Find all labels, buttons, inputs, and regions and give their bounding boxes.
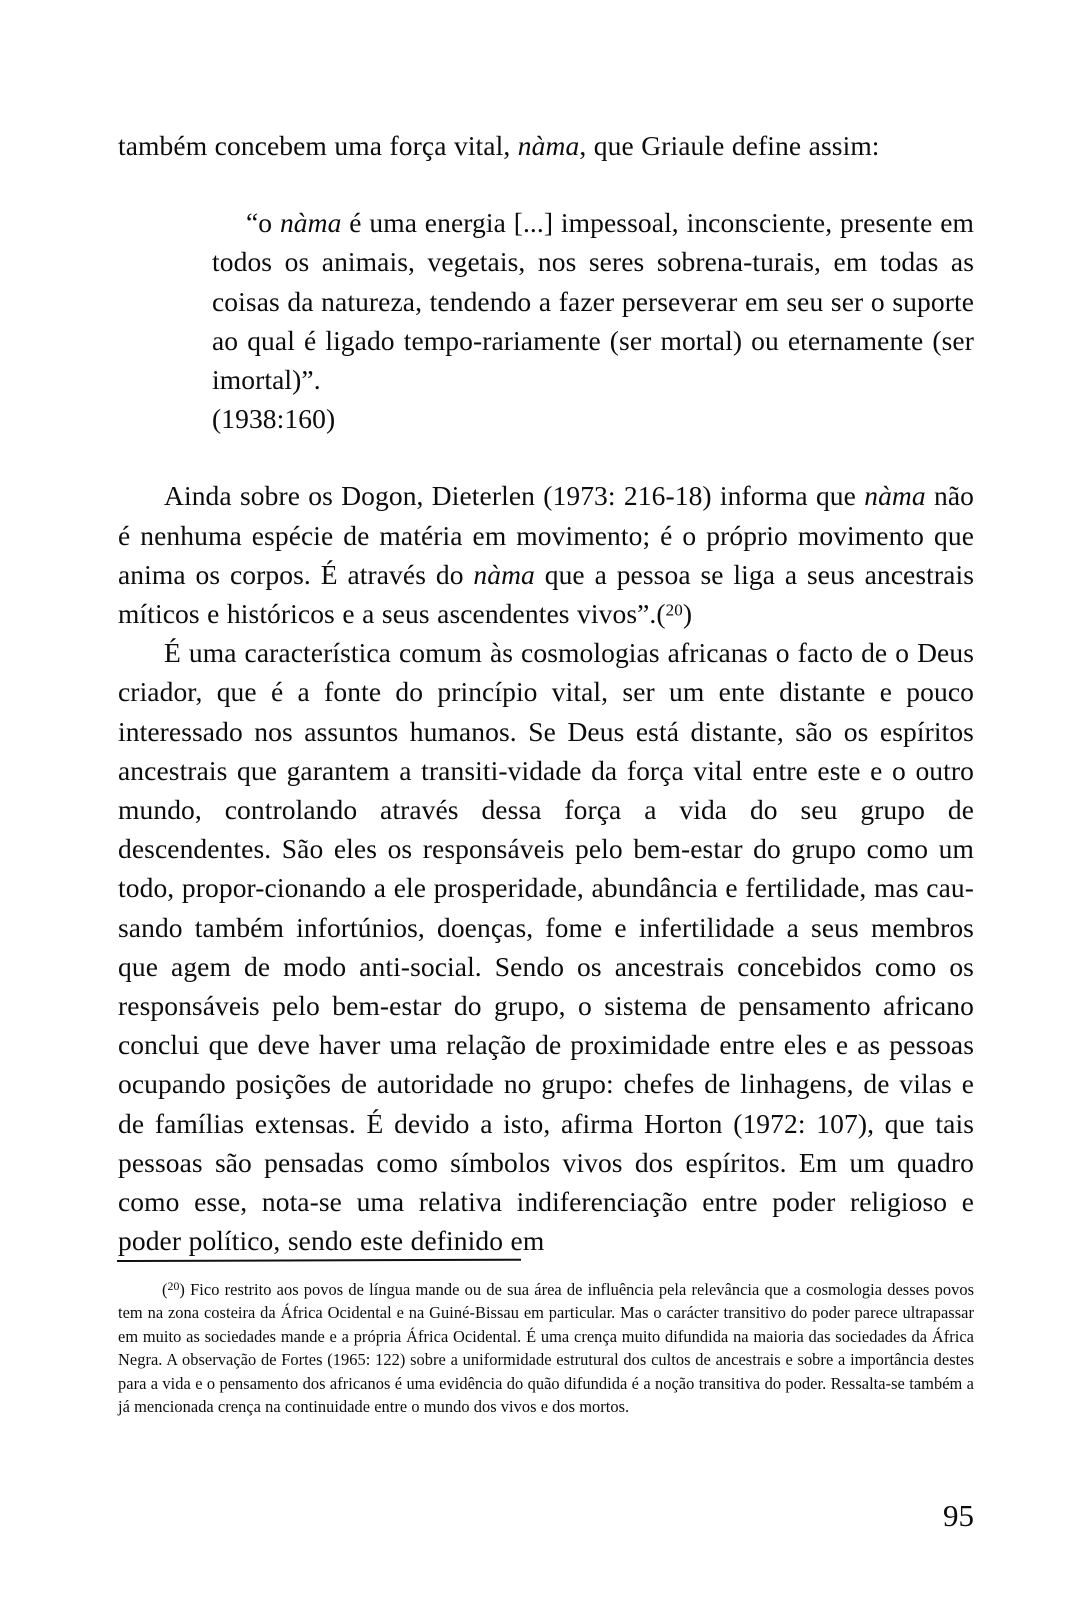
footnote-marker-number: 20: [167, 1279, 180, 1294]
block-quote-griaule: [212, 203, 974, 438]
footnote-text: Fico restrito aos povos de língua mande ou de sua área de influência pela relevância que a cosmologia desses povos tem na zona costeira da África Ocidental e na Guiné-Bissau em particular. Mas o carácter transitivo do poder parece ultrapassar em muito as sociedades mande e a própria África Ocidental. É uma crença muito difundida na maioria das sociedades da África Negra. A observação de Fortes (1965: 122) sobre a uniformidade estrutural dos cultos de ancestrais e sobre a importância destes para a vida e o pensamento dos africanos é uma evidência do quão difundida é a noção transitiva do poder. Ressalta-se também a já mencionada crença na continuidade entre o mundo dos vivos e dos mortos.: [118, 1280, 974, 1417]
block-quote-open: “o: [246, 207, 280, 239]
paragraph-dieterlen: [118, 476, 974, 633]
footnote-20: [118, 1278, 974, 1418]
italic-term-nama-3: nàma: [473, 558, 535, 590]
footnote-marker-open: (: [162, 1280, 168, 1299]
paragraph-dieterlen-part-2: não é nenhuma espécie de matéria em movimento; é o próprio movimento que anima os corpos. É através do: [118, 480, 974, 590]
footnote-separator-rule: [117, 1259, 521, 1262]
paragraph-dieterlen-part-4: ): [682, 598, 693, 630]
paragraph-intro: [118, 126, 974, 165]
paragraph-intro-part-2: , que Griaule define assim:: [579, 130, 880, 161]
block-quote-citation: (1938:160): [212, 403, 336, 435]
footnote-marker-close: ): [179, 1280, 191, 1299]
paragraph-dieterlen-part-3: que a pessoa se liga a seus ancestrais míticos e históricos e a seus ascendentes vivos”.(: [118, 558, 974, 630]
paragraph-dieterlen-part-1: Ainda sobre os Dogon, Dieterlen (1973: 216-18) informa que: [164, 480, 865, 512]
italic-term-nama: nàma: [517, 130, 580, 161]
page-number: 95: [943, 1498, 974, 1533]
paragraph-cosmologies: É uma característica comum às cosmologias africanas o facto de o Deus criador, que é a fonte do princípio vital, ser um ente distante e pouco interessado nos assuntos humanos. Se Deus está distante, são os espíritos ancestrais que garantem a transiti-vidade da força vital entre este e o outro mundo, controlando através dessa força a vida do seu grupo de descendentes. São eles os responsáveis pelo bem-estar do grupo como um todo, propor-cionando a ele prosperidade, abundância e fertilidade, mas cau-sando também infortúnios, doenças, fome e infertilidade a seus membros que agem de modo anti-social. Sendo os ancestrais concebidos como os responsáveis pelo bem-estar do grupo, o sistema de pensamento africano conclui que deve haver uma relação de proximidade entre eles e as pessoas ocupando posições de autoridade no grupo: chefes de linhagens, de vilas e de famílias extensas. É devido a isto, afirma Horton (1972: 107), que tais pessoas são pensadas como símbolos vivos dos espíritos. Em um quadro como esse, nota-se uma relativa indiferenciação entre poder religioso e poder político, sendo este definido em: [118, 637, 974, 1257]
italic-term-nama-2: nàma: [864, 480, 926, 512]
block-quote-body: é uma energia [...] impessoal, inconsciente, presente em todos os animais, vegetais, nos seres sobrena-turais, em todas as coisas da natureza, tendendo a fazer perseverar em seu ser o suporte ao qual é ligado tempo-rariamente (ser mortal) ou eternamente (ser imortal)”.: [212, 207, 974, 396]
footnote-reference-20[interactable]: 20: [665, 600, 683, 620]
paragraph-intro-part-1: também concebem uma força vital,: [118, 130, 518, 161]
text-column: [118, 126, 974, 1260]
italic-term-nama-quote: nàma: [279, 207, 342, 239]
